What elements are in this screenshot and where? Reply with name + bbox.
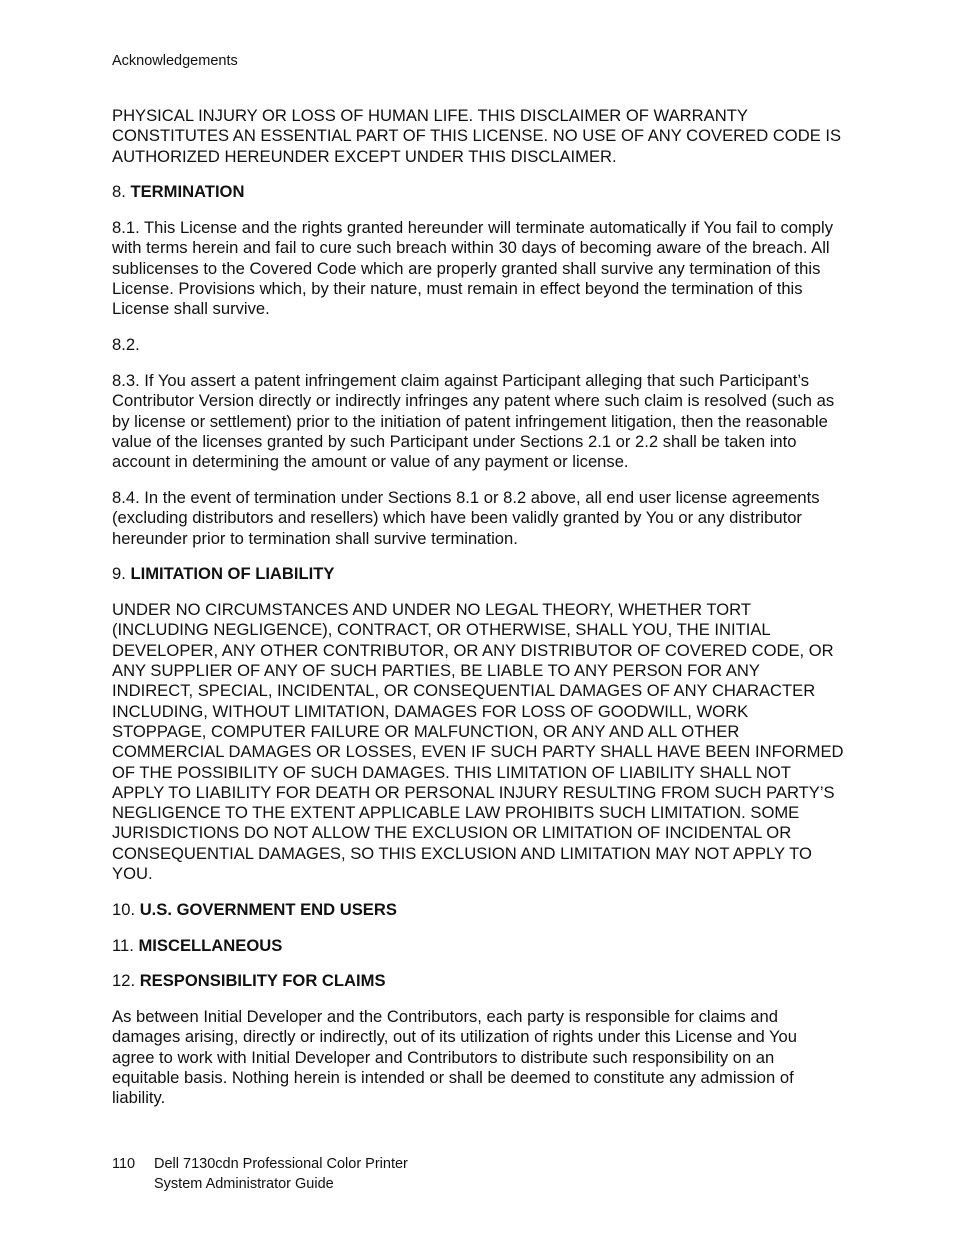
running-header: Acknowledgements (112, 53, 238, 69)
paragraph-8-4: 8.4. In the event of termination under Sections 8.1 or 8.2 above, all end user license agreements (excluding distributors and resellers) which have been validly granted by You or any distributor hereunder prior to termination shall survive termination. (112, 487, 820, 548)
page-footer (112, 1155, 408, 1194)
section-10-heading (112, 900, 844, 920)
section-title: LIMITATION OF LIABILITY (130, 564, 335, 584)
section-8-heading (112, 182, 844, 202)
document-title (154, 1155, 408, 1194)
section-number: 9. (112, 564, 131, 584)
section-number: 12. (112, 971, 140, 991)
section-9-heading (112, 564, 844, 584)
section-title: U.S. GOVERNMENT END USERS (139, 899, 397, 919)
paragraph-8-3: 8.3. If You assert a patent infringement claim against Participant alleging that such Participant’s Contributor Version directly or indirectly infringes any patent where such claim is resolved (such as by license or settlement) prior to the initiation of patent infringement litigation, then the reasonable value of the licenses granted by such Participant under Sections 2.1 or 2.2 shall be taken into account in determining the amount or value of any payment or license. (112, 370, 835, 472)
section-number: 10. (112, 899, 140, 919)
disclaimer-paragraph: PHYSICAL INJURY OR LOSS OF HUMAN LIFE. THIS DISCLAIMER OF WARRANTY CONSTITUTES AN ESSENTIAL PART OF THIS LICENSE. NO USE OF ANY COVERED CODE IS AUTHORIZED HEREUNDER EXCEPT UNDER THIS DISCLAIMER. (112, 106, 842, 166)
section-number: 8. (112, 182, 131, 202)
document-title-line2: System Administrator Guide (154, 1175, 334, 1192)
document-title-line1: Dell 7130cdn Professional Color Printer (154, 1156, 408, 1172)
paragraph-8-2: 8.2. (112, 335, 140, 355)
paragraph-9: UNDER NO CIRCUMSTANCES AND UNDER NO LEGAL THEORY, WHETHER TORT (INCLUDING NEGLIGENCE), CONTRACT, OR OTHERWISE, SHALL YOU, THE INITIAL DEVELOPER, ANY OTHER CONTRIBUTOR, OR ANY DISTRIBUTOR OF COVERED CODE, OR ANY SUPPLIER OF ANY OF SUCH PARTIES, BE LIABLE TO ANY PERSON FOR ANY INDIRECT, SPECIAL, INCIDENTAL, OR CONSEQUENTIAL DAMAGES OF ANY CHARACTER INCLUDING, WITHOUT LIMITATION, DAMAGES FOR LOSS OF GOODWILL, WORK STOPPAGE, COMPUTER FAILURE OR MALFUNCTION, OR ANY AND ALL OTHER COMMERCIAL DAMAGES OR LOSSES, EVEN IF SUCH PARTY SHALL HAVE BEEN INFORMED OF THE POSSIBILITY OF SUCH DAMAGES. THIS LIMITATION OF LIABILITY SHALL NOT APPLY TO LIABILITY FOR DEATH OR PERSONAL INJURY RESULTING FROM SUCH PARTY’S NEGLIGENCE TO THE EXTENT APPLICABLE LAW PROHIBITS SUCH LIMITATION. SOME JURISDICTIONS DO NOT ALLOW THE EXCLUSION OR LIMITATION OF INCIDENTAL OR CONSEQUENTIAL DAMAGES, SO THIS EXCLUSION AND LIMITATION MAY NOT APPLY TO YOU. (112, 600, 844, 883)
document-body (112, 106, 844, 1124)
paragraph-8-1: 8.1. This License and the rights granted hereunder will terminate automatically if You fail to comply with terms herein and fail to cure such breach within 30 days of becoming aware of the breach. All sublicenses to the Covered Code which are properly granted shall survive any termination of this License. Provisions which, by their nature, must remain in effect beyond the termination of this License shall survive. (112, 218, 834, 319)
paragraph-12: As between Initial Developer and the Contributors, each party is responsible for claims and damages arising, directly or indirectly, out of its utilization of rights under this License and You agree to work with Initial Developer and Contributors to distribute such responsibility on an equitable basis. Nothing herein is intended or shall be deemed to constitute any admission of liability. (112, 1007, 798, 1108)
section-12-heading (112, 971, 844, 991)
section-title: MISCELLANEOUS (138, 935, 283, 955)
section-11-heading (112, 936, 844, 956)
section-title: TERMINATION (130, 182, 245, 202)
section-number: 11. (112, 935, 139, 955)
page-number: 110 (112, 1156, 136, 1172)
section-title: RESPONSIBILITY FOR CLAIMS (139, 971, 386, 991)
